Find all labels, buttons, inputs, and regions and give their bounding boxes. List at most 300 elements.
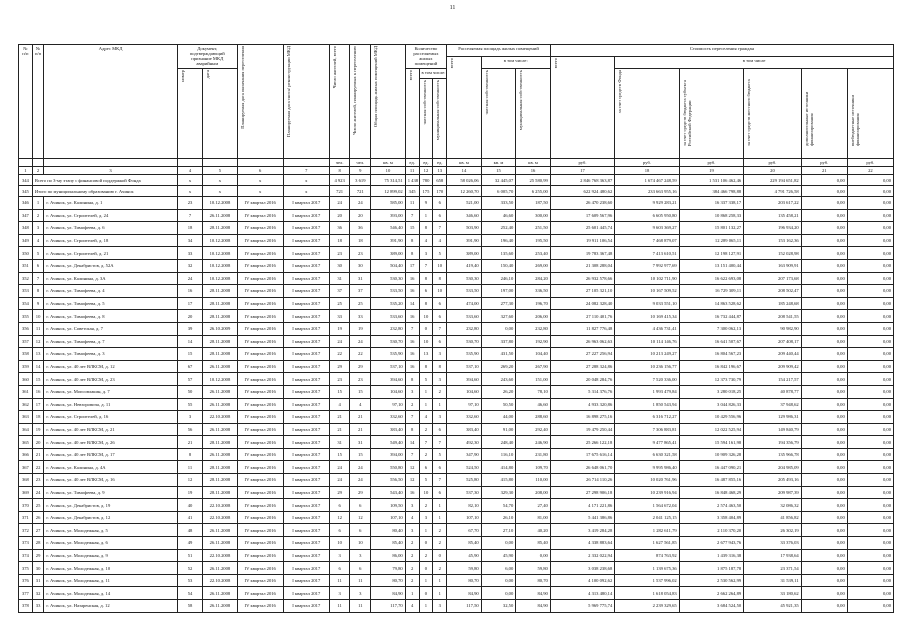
row-address: г. Ачинск, ул. Молодежная, д. 9 <box>44 549 178 562</box>
cell-c21: 0,00 <box>801 272 847 285</box>
unit-cell: кв. м <box>516 159 551 167</box>
cell-c20: 33 180,62 <box>744 587 802 600</box>
cell-c19: 12 373 730,79 <box>679 373 743 386</box>
unit-cell <box>237 159 283 167</box>
row-no: 10 <box>32 310 44 323</box>
cell-c12: 7 <box>419 259 433 272</box>
column-number-cell: 6 <box>237 167 283 175</box>
cell-c13: 1 <box>433 398 447 411</box>
cell-c21: 0,00 <box>801 549 847 562</box>
cell-c18: 7 992 977,69 <box>615 259 679 272</box>
header-no: № п/п <box>19 45 33 159</box>
column-number-cell: 22 <box>847 167 893 175</box>
row-demolition-date: I квартал 2017 <box>283 537 329 550</box>
row-no: 30 <box>32 562 44 575</box>
row-address: г. Ачинск, ул. Молодежная, д. 5 <box>44 524 178 537</box>
row-demolition-date: I квартал 2017 <box>283 272 329 285</box>
column-number-cell: 17 <box>550 167 614 175</box>
cell-c15: 0,00 <box>481 537 516 550</box>
cell-c12: 780 <box>419 175 433 186</box>
row-demolition-date: I квартал 2017 <box>283 259 329 272</box>
cell-c8: 18 <box>329 234 350 247</box>
row-no: 5 <box>32 247 44 260</box>
header-area-private: частная собственность <box>481 69 516 159</box>
cell-c17: 4 338 883,64 <box>550 537 614 550</box>
cell-c16: 84,90 <box>516 600 551 613</box>
cell-c13: 8 <box>433 272 447 285</box>
row-doc-date: 26.11.2008 <box>203 209 238 222</box>
row-no: 27 <box>32 524 44 537</box>
cell-c12: 6 <box>419 285 433 298</box>
cell-c15: 26,10 <box>481 511 516 524</box>
cell-c8: 20 <box>329 209 350 222</box>
row-address: г. Ачинск, ул. Назаренская, д. 12 <box>44 600 178 613</box>
cell-c8: 29 <box>329 486 350 499</box>
row-relocation-date: IV квартал 2016 <box>237 322 283 335</box>
cell-c11: 7 <box>405 411 419 424</box>
cell-c8: 6 <box>329 524 350 537</box>
table-row <box>19 549 894 562</box>
cell-c8: 31 <box>329 436 350 449</box>
cell-c16: 232,80 <box>516 322 551 335</box>
cell-c9: 6 <box>350 524 371 537</box>
row-demolition-date: I квартал 2017 <box>283 411 329 424</box>
row-doc-date: 26.11.2008 <box>203 423 238 436</box>
row-seq: 370 <box>19 499 33 512</box>
row-seq: 369 <box>19 486 33 499</box>
table-row <box>19 197 894 210</box>
cell-c8: 15 <box>329 448 350 461</box>
header-doc-date: дата <box>203 69 238 159</box>
cell-c15: 243,60 <box>481 373 516 386</box>
cell-c12: 8 <box>419 360 433 373</box>
cell-c10: 535,90 <box>371 348 406 361</box>
cell-c20: 149 840,79 <box>744 423 802 436</box>
row-address: г. Ачинск, ул. Декабристов, д. 19 <box>44 499 178 512</box>
cell-c22: 0,00 <box>847 385 893 398</box>
cell-c16: 192,90 <box>516 335 551 348</box>
table-row <box>19 461 894 474</box>
row-doc-date: 10.12.2008 <box>203 197 238 210</box>
cell-c14: 80,70 <box>447 574 482 587</box>
cell-c13: 3 <box>433 373 447 386</box>
row-doc-number: 15 <box>177 348 202 361</box>
cell-c13: 10 <box>433 285 447 298</box>
cell-c20: 135 458,21 <box>744 209 802 222</box>
cell-c8: 24 <box>329 461 350 474</box>
cell-c15: 45,90 <box>481 549 516 562</box>
cell-c19: 16 337 338,17 <box>679 197 743 210</box>
cell-c14: 535,90 <box>447 348 482 361</box>
cell-c20: 153 162,36 <box>744 234 802 247</box>
cell-c14: 12 260,70 <box>447 186 482 197</box>
cell-c9: 21 <box>350 411 371 424</box>
table-row <box>19 524 894 537</box>
cell-c18: 1 850 543,94 <box>615 398 679 411</box>
cell-c10: 533,60 <box>371 310 406 323</box>
cell-c10: 80,70 <box>371 574 406 587</box>
row-no: 17 <box>32 398 44 411</box>
row-seq: 376 <box>19 574 33 587</box>
cell-c8: 23 <box>329 247 350 260</box>
column-number-cell: 12 <box>419 167 433 175</box>
cell-c20: 196 934,20 <box>744 222 802 235</box>
row-doc-date: 28.11.2008 <box>203 297 238 310</box>
cell-c9: 20 <box>350 209 371 222</box>
row-demolition-date: I квартал 2017 <box>283 574 329 587</box>
cell-c22: 0,00 <box>847 247 893 260</box>
cell-c19: 16 641 507,67 <box>679 335 743 348</box>
cell-c11: 17 <box>405 259 419 272</box>
cell-c11: 4 <box>405 600 419 613</box>
row-doc-number: 18 <box>177 222 202 235</box>
row-doc-date: 26.11.2008 <box>203 562 238 575</box>
cell-c16: 246,90 <box>516 436 551 449</box>
row-doc-number: 17 <box>177 297 202 310</box>
cell-c14: 45,90 <box>447 549 482 562</box>
row-no: 14 <box>32 360 44 373</box>
row-doc-number: 24 <box>177 272 202 285</box>
row-doc-number: 39 <box>177 322 202 335</box>
cell-c9: 4 <box>350 398 371 411</box>
column-number-cell: 13 <box>433 167 447 175</box>
header-area: Расселяемая площадь жилых помещений <box>447 45 551 57</box>
table-row <box>19 474 894 487</box>
cell-c11: 2 <box>405 549 419 562</box>
unit-cell <box>283 159 329 167</box>
row-seq: 373 <box>19 537 33 550</box>
cell-c21: 0,00 <box>801 222 847 235</box>
cell-c13: 7 <box>433 222 447 235</box>
cell-c17: 5 969 775,74 <box>550 600 614 613</box>
cell-c14: 533,50 <box>447 285 482 298</box>
row-doc-number: 49 <box>177 537 202 550</box>
row-address: г. Ачинск, ул. Невзоровича, д. 11 <box>44 398 178 411</box>
cell-c14: 332,60 <box>447 411 482 424</box>
cell-c10: 533,50 <box>371 285 406 298</box>
cell-c9: 22 <box>350 348 371 361</box>
row-doc-number: 23 <box>177 197 202 210</box>
row-seq: 345 <box>19 186 33 197</box>
cell-c13: 1 <box>433 499 447 512</box>
row-no: 32 <box>32 587 44 600</box>
row-demolition-date: I квартал 2017 <box>283 197 329 210</box>
column-number-cell: 7 <box>283 167 329 175</box>
row-doc-date: 28.11.2008 <box>203 348 238 361</box>
unit-cell: чел. <box>350 159 371 167</box>
cell-c10: 109,50 <box>371 499 406 512</box>
cell-c13: 7 <box>433 436 447 449</box>
cell-c11: 8 <box>405 234 419 247</box>
row-doc-number: 34 <box>177 234 202 247</box>
cell-c8: 31 <box>329 272 350 285</box>
cell-c8: 36 <box>329 222 350 235</box>
row-seq: 364 <box>19 423 33 436</box>
cell-c15: 246,10 <box>481 272 516 285</box>
row-address: г. Ачинск, ул. Калинина, д. 3А <box>44 272 178 285</box>
cell-c17: 27 288 324,86 <box>550 360 614 373</box>
cell-c10: 389,00 <box>371 247 406 260</box>
cell-c15: 135,60 <box>481 247 516 260</box>
cell-c9: 3 619 <box>350 175 371 186</box>
header-cost-subject: за счет средств бюджета субъекта Российской Федерации <box>679 69 743 159</box>
cell-c12: 8 <box>419 297 433 310</box>
table-row <box>19 373 894 386</box>
row-relocation-date: IV квартал 2016 <box>237 348 283 361</box>
cell-c18: 1 564 672,04 <box>615 499 679 512</box>
cell-c13: 0 <box>433 549 447 562</box>
cell-c21: 0,00 <box>801 398 847 411</box>
unit-cell <box>203 159 238 167</box>
table-row <box>19 499 894 512</box>
row-demolition-date: I квартал 2017 <box>283 461 329 474</box>
header-cost-local: за счет средств местного бюджета <box>744 69 802 159</box>
cell-c13: 5 <box>433 247 447 260</box>
cell-c19: 15 801 132,27 <box>679 222 743 235</box>
cell-c19: 10 429 556,96 <box>679 411 743 424</box>
row-no: 22 <box>32 461 44 474</box>
cell-c10: 535,20 <box>371 297 406 310</box>
cell-c19: 2 574 463,50 <box>679 499 743 512</box>
cell-c10: 332,60 <box>371 411 406 424</box>
row-doc-date: 22.10.2008 <box>203 499 238 512</box>
unit-cell: руб. <box>615 159 679 167</box>
cell-c13: 6 <box>433 486 447 499</box>
cell-c8: 11 <box>329 574 350 587</box>
cell-c17: 27 110 401,76 <box>550 310 614 323</box>
row-address: г. Ачинск, ул. 40 лет ВЛКСМ, д. 26 <box>44 436 178 449</box>
cell-c14: 97,10 <box>447 398 482 411</box>
cell-c21: 0,00 <box>801 499 847 512</box>
cell-c14: 419,40 <box>447 259 482 272</box>
header-cost-total: всего <box>550 57 614 159</box>
row-demolition-date: I квартал 2017 <box>283 385 329 398</box>
column-number-cell: 3 <box>44 167 178 175</box>
cell-c21: 0,00 <box>801 385 847 398</box>
column-number-cell: 11 <box>405 167 419 175</box>
cell-c22: 0,00 <box>847 411 893 424</box>
relocation-table <box>18 44 894 613</box>
cell-c10: 549,40 <box>371 436 406 449</box>
cell-c17: 27 105 321,10 <box>550 285 614 298</box>
cell-c13: 6 <box>433 197 447 210</box>
cell-c13: 1 <box>433 574 447 587</box>
row-address: г. Ачинск, ул. Строителей, д. 16 <box>44 411 178 424</box>
cell-c22: 0,00 <box>847 297 893 310</box>
cell-c17: 19 783 367,48 <box>550 247 614 260</box>
cell-c16: 6 255,00 <box>516 186 551 197</box>
cell-c22: 0,00 <box>847 234 893 247</box>
row-address: г. Ачинск, ул. Тимофеева, д. 7 <box>44 335 178 348</box>
cell-c16: 80,70 <box>516 574 551 587</box>
cell-c15: 277,30 <box>481 297 516 310</box>
row-relocation-date: IV квартал 2016 <box>237 587 283 600</box>
cell-c17: 25 601 445,74 <box>550 222 614 235</box>
cell-c16: 81,00 <box>516 511 551 524</box>
cell-c9: 11 <box>350 574 371 587</box>
row-demolition-date: I квартал 2017 <box>283 373 329 386</box>
header-residents-planned: Число жителей, планируемых к переселению <box>350 45 371 159</box>
cell-c16: 267,90 <box>516 360 551 373</box>
cell-c22: 0,00 <box>847 348 893 361</box>
row-doc-number: 3 <box>177 411 202 424</box>
cell-c11: 2 <box>405 398 419 411</box>
cell-c11: 7 <box>405 322 419 335</box>
row-seq: 378 <box>19 600 33 613</box>
column-number-cell: 10 <box>371 167 406 175</box>
row-doc-date: 22.10.2008 <box>203 411 238 424</box>
cell-c20: 203 617,22 <box>744 197 802 210</box>
cell-c16: 59,80 <box>516 562 551 575</box>
cell-c13: 5 <box>433 448 447 461</box>
cell-c20: 207 173,68 <box>744 272 802 285</box>
cell-c17: 2 332 022,94 <box>550 549 614 562</box>
cell-c19: 14 863 528,62 <box>679 297 743 310</box>
cell-c5: x <box>203 186 238 197</box>
cell-c12: 10 <box>419 486 433 499</box>
cell-c10: 537,10 <box>371 360 406 373</box>
table-row <box>19 310 894 323</box>
cell-c21: 0,00 <box>801 574 847 587</box>
cell-c16: 195,50 <box>516 234 551 247</box>
cell-c9: 15 <box>350 385 371 398</box>
cell-c11: 12 <box>405 474 419 487</box>
column-number-cell: 21 <box>801 167 847 175</box>
row-no: 4 <box>32 234 44 247</box>
cell-c22: 0,00 <box>847 574 893 587</box>
cell-c20: 229 194 651,82 <box>744 175 802 186</box>
header-doc: Документ, подтверждающий признание МКД аварийным <box>177 45 237 69</box>
row-doc-date: 28.11.2008 <box>203 222 238 235</box>
cell-c21: 0,00 <box>801 285 847 298</box>
unit-cell: руб. <box>679 159 743 167</box>
cell-c11: 12 <box>405 461 419 474</box>
cell-c21: 0,00 <box>801 486 847 499</box>
cell-c16: 253,40 <box>516 247 551 260</box>
cell-c9: 721 <box>350 186 371 197</box>
cell-c20: 31 539,11 <box>744 574 802 587</box>
row-demolition-date: I квартал 2017 <box>283 398 329 411</box>
cell-c8: 4 923 <box>329 175 350 186</box>
cell-c10: 394,60 <box>371 373 406 386</box>
row-demolition-date: I квартал 2017 <box>283 587 329 600</box>
row-demolition-date: I квартал 2017 <box>283 562 329 575</box>
cell-c16: 78,10 <box>516 385 551 398</box>
row-doc-date: 26.11.2008 <box>203 448 238 461</box>
cell-c19: 16 447 090,21 <box>679 461 743 474</box>
cell-c18: 1 537 996,02 <box>615 574 679 587</box>
cell-c14: 525,80 <box>447 474 482 487</box>
cell-c9: 23 <box>350 247 371 260</box>
row-doc-date: 26.11.2008 <box>203 360 238 373</box>
header-count-incl: в том числе: <box>419 69 447 79</box>
row-relocation-date: IV квартал 2016 <box>237 398 283 411</box>
cell-c17: 20 048 284,76 <box>550 373 614 386</box>
cell-c13: 2 <box>433 537 447 550</box>
cell-c15: 269,20 <box>481 360 516 373</box>
row-relocation-date: IV квартал 2016 <box>237 537 283 550</box>
row-address: г. Ачинск, ул. Строителей, д. 21 <box>44 247 178 260</box>
cell-c19: 16 729 309,11 <box>679 285 743 298</box>
cell-c22: 0,00 <box>847 272 893 285</box>
cell-c10: 80,40 <box>371 524 406 537</box>
row-seq: 368 <box>19 474 33 487</box>
cell-c12: 2 <box>419 423 433 436</box>
cell-c20: 209 987,39 <box>744 486 802 499</box>
header-plan-demolition: Планируемая дата сноса/ реконструкции МКД <box>283 45 329 159</box>
cell-c10: 394,00 <box>371 448 406 461</box>
row-relocation-date: IV квартал 2016 <box>237 297 283 310</box>
cell-c11: 345 <box>405 186 419 197</box>
cell-c13: 658 <box>433 175 447 186</box>
cell-c14: 530,30 <box>447 272 482 285</box>
cell-c20: 32 086,32 <box>744 499 802 512</box>
row-doc-number: 11 <box>177 461 202 474</box>
row-seq: 352 <box>19 272 33 285</box>
cell-c22: 0,00 <box>847 335 893 348</box>
row-address: г. Ачинск, ул. Молодежная, д. 14 <box>44 587 178 600</box>
cell-c19: 12 289 065,11 <box>679 234 743 247</box>
cell-c16: 104,40 <box>516 348 551 361</box>
cell-c13: 2 <box>433 524 447 537</box>
unit-cell <box>19 159 33 167</box>
row-seq: 359 <box>19 360 33 373</box>
column-number-cell: 16 <box>516 167 551 175</box>
cell-c20: 163 909,91 <box>744 259 802 272</box>
column-number-cell: 8 <box>329 167 350 175</box>
cell-c21: 0,00 <box>801 335 847 348</box>
row-address: г. Ачинск, ул. 40 лет ВЛКСМ, д. 12 <box>44 360 178 373</box>
cell-c16: 288,60 <box>516 411 551 424</box>
row-address: г. Ачинск, ул. Декабристов, д. 52А <box>44 259 178 272</box>
row-doc-number: 16 <box>177 285 202 298</box>
unit-cell: ед. <box>433 159 447 167</box>
unit-cell: кв. м <box>371 159 406 167</box>
column-number-cell: 20 <box>744 167 802 175</box>
row-no: 33 <box>32 600 44 613</box>
cell-c22: 0,00 <box>847 549 893 562</box>
row-no: 24 <box>32 486 44 499</box>
cell-c11: 15 <box>405 222 419 235</box>
cell-c15: 414,80 <box>481 461 516 474</box>
header-total-area: Общая площадь жилых помещений МКД <box>371 45 406 159</box>
cell-c9: 10 <box>350 537 371 550</box>
cell-c10: 530,70 <box>371 335 406 348</box>
cell-c10: 86,00 <box>371 549 406 562</box>
cell-c21: 0,00 <box>801 175 847 186</box>
cell-c18: 1 282 611,79 <box>615 524 679 537</box>
row-relocation-date: IV квартал 2016 <box>237 285 283 298</box>
cell-c21: 0,00 <box>801 448 847 461</box>
cell-c20: 41 856,82 <box>744 511 802 524</box>
cell-c12: 0 <box>419 537 433 550</box>
row-demolition-date: I квартал 2017 <box>283 499 329 512</box>
column-number-cell: 18 <box>615 167 679 175</box>
cell-c15: 6,00 <box>481 562 516 575</box>
row-doc-number: 51 <box>177 549 202 562</box>
cell-c12: 1 <box>419 600 433 613</box>
row-relocation-date: IV квартал 2016 <box>237 461 283 474</box>
cell-c21: 0,00 <box>801 348 847 361</box>
cell-c17: 5 314 376,76 <box>550 385 614 398</box>
cell-c19: 16 622 693,08 <box>679 272 743 285</box>
cell-c13: 8 <box>433 360 447 373</box>
cell-c13: 6 <box>433 423 447 436</box>
cell-c18: 10 236 156,77 <box>615 360 679 373</box>
cell-c16: 231,80 <box>516 448 551 461</box>
cell-c13: 3 <box>433 348 447 361</box>
row-relocation-date: IV квартал 2016 <box>237 436 283 449</box>
